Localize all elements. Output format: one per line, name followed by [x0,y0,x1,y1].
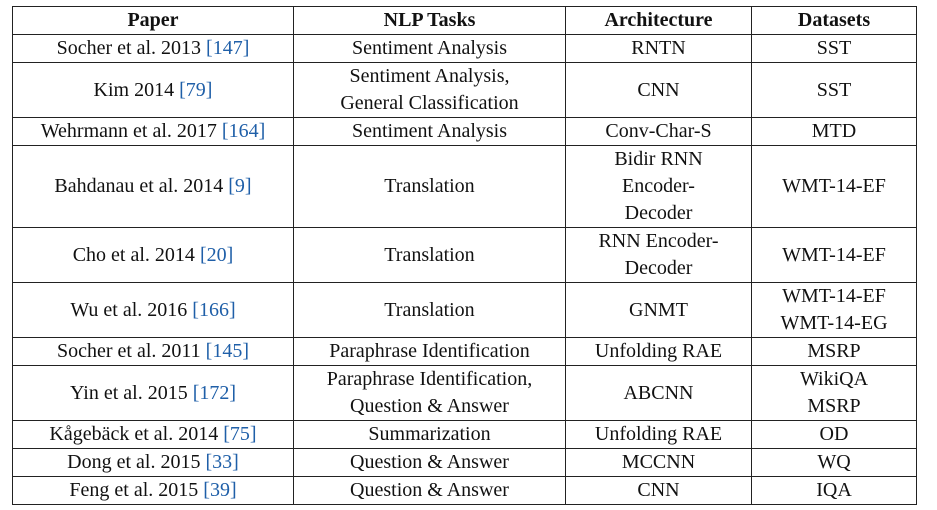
citation-link[interactable]: 39 [209,479,230,501]
tasks-cell [294,35,566,63]
architecture-line: GNMT [629,298,688,321]
paper-name: Cho et al. 2014 [72,243,195,266]
header-architecture: Architecture [566,7,752,35]
table-row [13,228,917,283]
arch-cell [566,35,752,63]
dataset-line: MTD [811,120,857,142]
table-row [13,35,917,63]
tasks-cell [294,283,566,338]
paper-cell: Yin et al. 2015 [172] [13,366,294,421]
citation-link[interactable]: 166 [198,298,229,321]
arch-cell [566,421,752,449]
dataset-line: IQA [816,479,852,501]
paper-cell: Cho et al. 2014 [20] [13,228,294,283]
citation-link[interactable]: 164 [228,120,259,142]
dataset-line: WMT-14-EF [782,243,886,266]
architecture-line: Unfolding RAE [594,423,723,445]
architecture-line: Unfolding RAE [594,340,723,362]
tasks-cell [294,449,566,477]
dataset-line: WMT-14-EG [780,312,888,334]
table-row [13,118,917,146]
nlp-task-line: Summarization [368,423,491,445]
paper-cell: Wu et al. 2016 [166] [13,283,294,338]
arch-cell [566,118,752,146]
nlp-task-line: Translation [384,243,475,266]
nlp-task-line: Translation [384,175,475,197]
citation-link[interactable]: 33 [212,451,233,473]
tasks-cell [294,63,566,118]
nlp-papers-table [12,6,917,505]
arch-cell [566,63,752,118]
arch-cell [566,283,752,338]
dataset-line: WMT-14-EF [782,285,886,307]
architecture-line: Decoder [624,257,693,279]
paper-name: Kim 2014 [93,78,175,101]
nlp-task-line: Sentiment Analysis, [349,65,510,87]
architecture-line: Encoder- [622,175,695,197]
paper-name: Wehrmann et al. 2017 [40,120,217,142]
dataset-line: OD [819,423,849,445]
dataset-line: SST [816,78,852,101]
header-nlp-tasks: NLP Tasks [294,7,566,35]
datasets-cell [752,366,917,421]
table-row [13,338,917,366]
nlp-task-line: Question & Answer [350,479,509,501]
dataset-line: MSRP [807,340,861,362]
citation-link[interactable]: 20 [206,243,227,266]
datasets-cell [752,338,917,366]
header-row [13,7,917,35]
nlp-task-line: Sentiment Analysis [352,120,507,142]
nlp-task-line: Question & Answer [350,395,509,417]
datasets-cell [752,118,917,146]
table-row [13,63,917,118]
arch-cell [566,366,752,421]
architecture-line: RNTN [631,37,686,59]
architecture-line: CNN [637,78,680,101]
nlp-task-line: Sentiment Analysis [352,37,507,59]
architecture-line: RNN Encoder- [598,230,719,252]
paper-name: Feng et al. 2015 [69,479,199,501]
nlp-task-line: Question & Answer [350,451,509,473]
paper-cell: Wehrmann et al. 2017 [164] [13,118,294,146]
paper-name: Dong et al. 2015 [67,451,201,473]
arch-cell [566,146,752,228]
architecture-line: Decoder [624,202,693,224]
table-row [13,366,917,421]
paper-name: Kågebäck et al. 2014 [49,423,219,445]
datasets-cell [752,63,917,118]
arch-cell [566,449,752,477]
tasks-cell [294,421,566,449]
paper-cell: Socher et al. 2013 [147] [13,35,294,63]
tasks-cell [294,477,566,505]
datasets-cell [752,228,917,283]
citation-link[interactable]: 79 [185,78,206,101]
paper-name: Socher et al. 2011 [56,340,201,362]
paper-name: Socher et al. 2013 [56,37,202,59]
arch-cell [566,477,752,505]
tasks-cell [294,366,566,421]
tasks-cell [294,118,566,146]
datasets-cell [752,421,917,449]
tasks-cell [294,146,566,228]
dataset-line: WikiQA [799,368,869,390]
paper-cell: Socher et al. 2011 [145] [13,338,294,366]
citation-link[interactable]: 145 [212,340,243,362]
citation-link[interactable]: 75 [229,423,250,445]
table-row [13,449,917,477]
architecture-line: CNN [637,479,680,501]
nlp-task-line: Translation [384,298,475,321]
architecture-line: Conv-Char-S [605,120,712,142]
table-row [13,421,917,449]
paper-cell: Kågebäck et al. 2014 [75] [13,421,294,449]
arch-cell [566,338,752,366]
paper-cell: Dong et al. 2015 [33] [13,449,294,477]
citation-link[interactable]: 147 [212,37,243,59]
header-paper: Paper [13,7,294,35]
dataset-line: MSRP [807,395,861,417]
datasets-cell [752,477,917,505]
paper-name: Bahdanau et al. 2014 [54,175,224,197]
citation-link[interactable]: 9 [234,175,245,197]
tasks-cell [294,228,566,283]
dataset-line: SST [816,37,852,59]
datasets-cell [752,146,917,228]
nlp-task-line: Paraphrase Identification [329,340,530,362]
header-datasets: Datasets [752,7,917,35]
nlp-task-line: General Classification [340,92,519,114]
datasets-cell [752,35,917,63]
arch-cell [566,228,752,283]
dataset-line: WQ [817,451,851,473]
datasets-cell [752,449,917,477]
table-row [13,283,917,338]
paper-name: Wu et al. 2016 [70,298,188,321]
architecture-line: ABCNN [623,381,694,404]
datasets-cell [752,283,917,338]
tasks-cell [294,338,566,366]
architecture-line: Bidir RNN [614,148,703,170]
nlp-task-line: Paraphrase Identification, [326,368,533,390]
paper-cell: Bahdanau et al. 2014 [9] [13,146,294,228]
paper-name: Yin et al. 2015 [69,381,188,404]
dataset-line: WMT-14-EF [782,175,886,197]
table-row [13,146,917,228]
paper-cell: Feng et al. 2015 [39] [13,477,294,505]
citation-link[interactable]: 172 [199,381,230,404]
table-row [13,477,917,505]
architecture-line: MCCNN [621,451,696,473]
paper-cell: Kim 2014 [79] [13,63,294,118]
